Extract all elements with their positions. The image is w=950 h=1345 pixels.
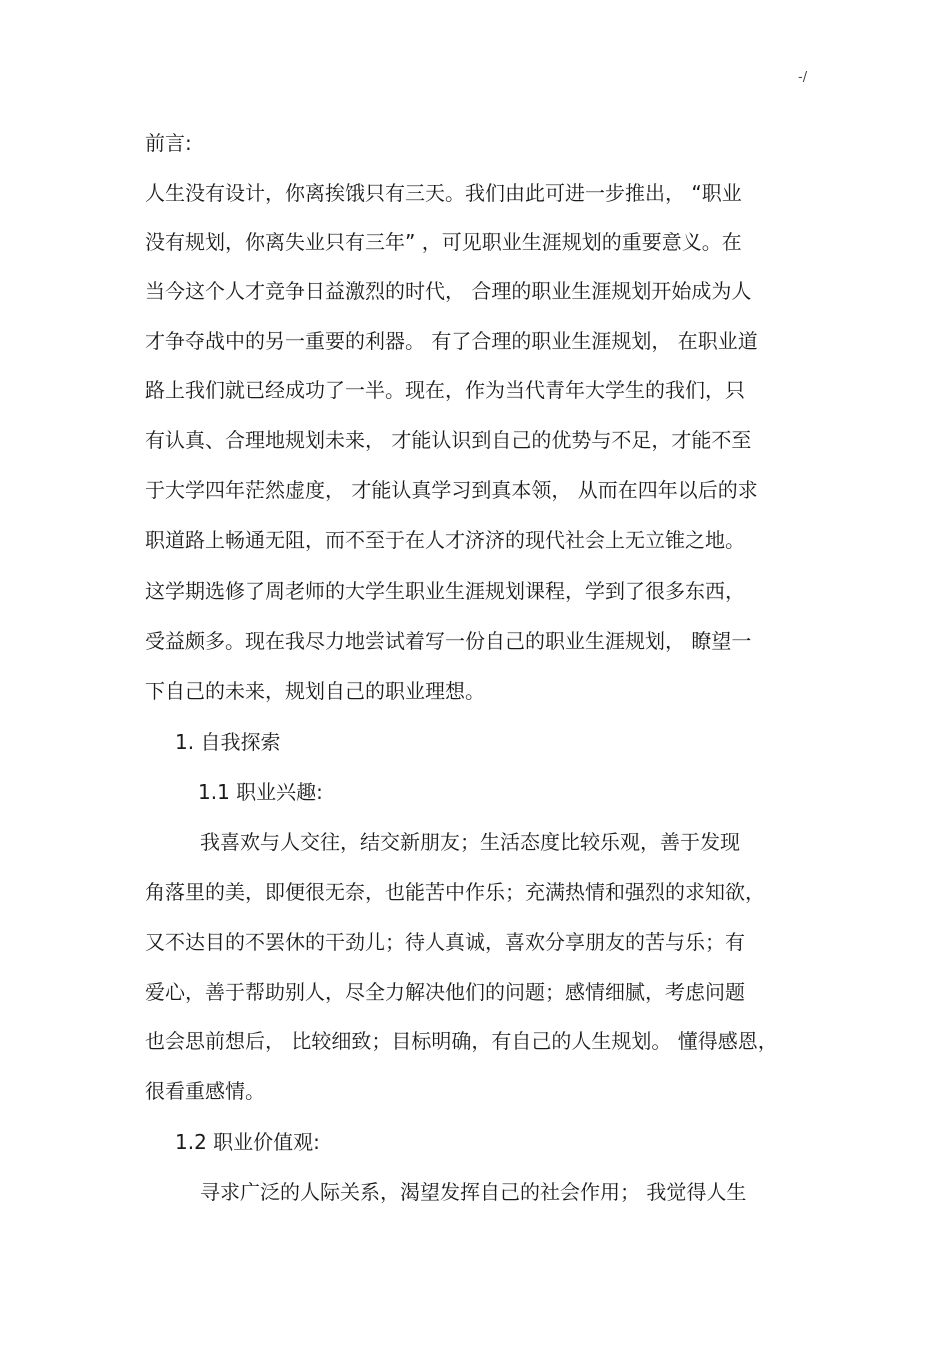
preface-line: 这学期选修了周老师的大学生职业生涯规划课程，学到了很多东西， bbox=[145, 579, 745, 603]
section-1-1-line: 很看重感情。 bbox=[145, 1079, 265, 1103]
section-1-2-line: 寻求广泛的人际关系，渴望发挥自己的社会作用； 我觉得人生 bbox=[200, 1180, 747, 1204]
section-1-2-heading: 1.2 职业价值观: bbox=[175, 1130, 320, 1154]
preface-line: 于大学四年茫然虚度， 才能认真学习到真本领， 从而在四年以后的求 bbox=[145, 478, 758, 502]
preface-line: 有认真、合理地规划未来， 才能认识到自己的优势与不足，才能不至 bbox=[145, 428, 752, 452]
preface-line: 才争夺战中的另一重要的利器。 有了合理的职业生涯规划， 在职业道 bbox=[145, 329, 758, 353]
page-number-mark: -/ bbox=[798, 70, 808, 85]
section-1-1-line: 也会思前想后， 比较细致；目标明确，有自己的人生规划。 懂得感恩， bbox=[145, 1029, 778, 1053]
section-1-1-line: 角落里的美，即便很无奈，也能苦中作乐；充满热情和强烈的求知欲， bbox=[145, 880, 765, 904]
preface-line: 受益颇多。现在我尽力地尝试着写一份自己的职业生涯规划， 瞭望一 bbox=[145, 629, 752, 653]
section-1-1-line: 爱心，善于帮助别人，尽全力解决他们的问题；感情细腻，考虑问题 bbox=[145, 980, 745, 1004]
section-1-1-line: 又不达目的不罢休的干劲儿；待人真诚，喜欢分享朋友的苦与乐；有 bbox=[145, 930, 745, 954]
section-1-1-heading: 1.1 职业兴趣: bbox=[198, 780, 323, 804]
section-1-heading: 1. 自我探索 bbox=[175, 730, 281, 754]
preface-line: 人生没有设计，你离挨饿只有三天。我们由此可进一步推出， “职业 bbox=[145, 181, 742, 205]
preface-line: 下自己的未来，规划自己的职业理想。 bbox=[145, 679, 485, 703]
preface-line: 没有规划，你离失业只有三年” ，可见职业生涯规划的重要意义。在 bbox=[145, 230, 742, 254]
preface-heading: 前言: bbox=[145, 131, 192, 155]
preface-line: 路上我们就已经成功了一半。现在，作为当代青年大学生的我们，只 bbox=[145, 378, 745, 402]
section-1-1-line: 我喜欢与人交往，结交新朋友；生活态度比较乐观，善于发现 bbox=[200, 830, 740, 854]
preface-line: 当今这个人才竞争日益激烈的时代， 合理的职业生涯规划开始成为人 bbox=[145, 279, 752, 303]
preface-line: 职道路上畅通无阻，而不至于在人才济济的现代社会上无立锥之地。 bbox=[145, 528, 745, 552]
